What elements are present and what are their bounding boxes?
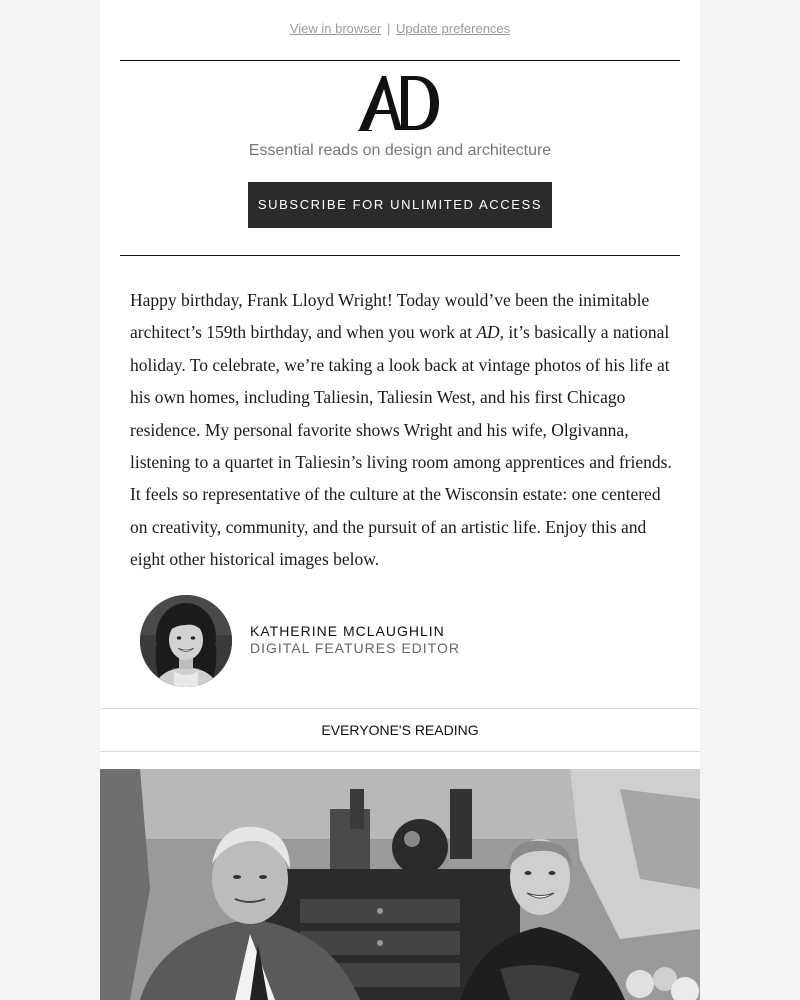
author-name: KATHERINE MCLAUGHLIN <box>250 623 445 639</box>
ad-logo-mark <box>358 72 442 132</box>
letter-text-start: Happy birthday, Frank Lloyd Wright! Today would’ve been the inimitable architect’s 159th birthday, and when you work at <box>130 290 650 343</box>
author-byline <box>140 595 660 687</box>
view-in-browser-link[interactable]: View in browser <box>289 21 382 36</box>
featured-article-photo[interactable] <box>100 769 700 1000</box>
author-portrait-image <box>140 595 232 687</box>
letter-text-end: it’s basically a national holiday. To celebrate, we’re taking a look back at vintage photos of his life at his own homes, including Taliesin, Taliesin West, and his first Chicago residence. My personal favorite shows Wright and his wife, Olgivanna, listening to a quartet in Taliesin’s living room among apprentices and friends. It feels so representative of the culture at the Wisconsin estate: one centered on creativity, community, and the pursuit of an artistic life. Enjoy this and eight other historical images below. <box>130 322 672 570</box>
avatar <box>140 595 232 687</box>
email-container <box>100 0 700 1000</box>
update-preferences-link[interactable]: Update preferences <box>395 21 511 36</box>
header-divider-bottom <box>120 255 680 256</box>
newsletter-tagline: Essential reads on design and architecture <box>248 142 552 159</box>
wright-portrait-image <box>100 769 700 1000</box>
preheader-separator: | <box>386 21 391 36</box>
section-heading-everyones-reading: EVERYONE'S READING <box>100 708 700 752</box>
preheader <box>100 21 700 36</box>
letter-publication-italic: AD, <box>476 322 505 343</box>
header-divider-top <box>120 60 680 61</box>
author-role: DIGITAL FEATURES EDITOR <box>250 640 460 656</box>
ad-logo[interactable] <box>100 72 700 137</box>
editor-letter <box>130 284 675 576</box>
subscribe-button[interactable]: SUBSCRIBE FOR UNLIMITED ACCESS <box>248 182 552 228</box>
